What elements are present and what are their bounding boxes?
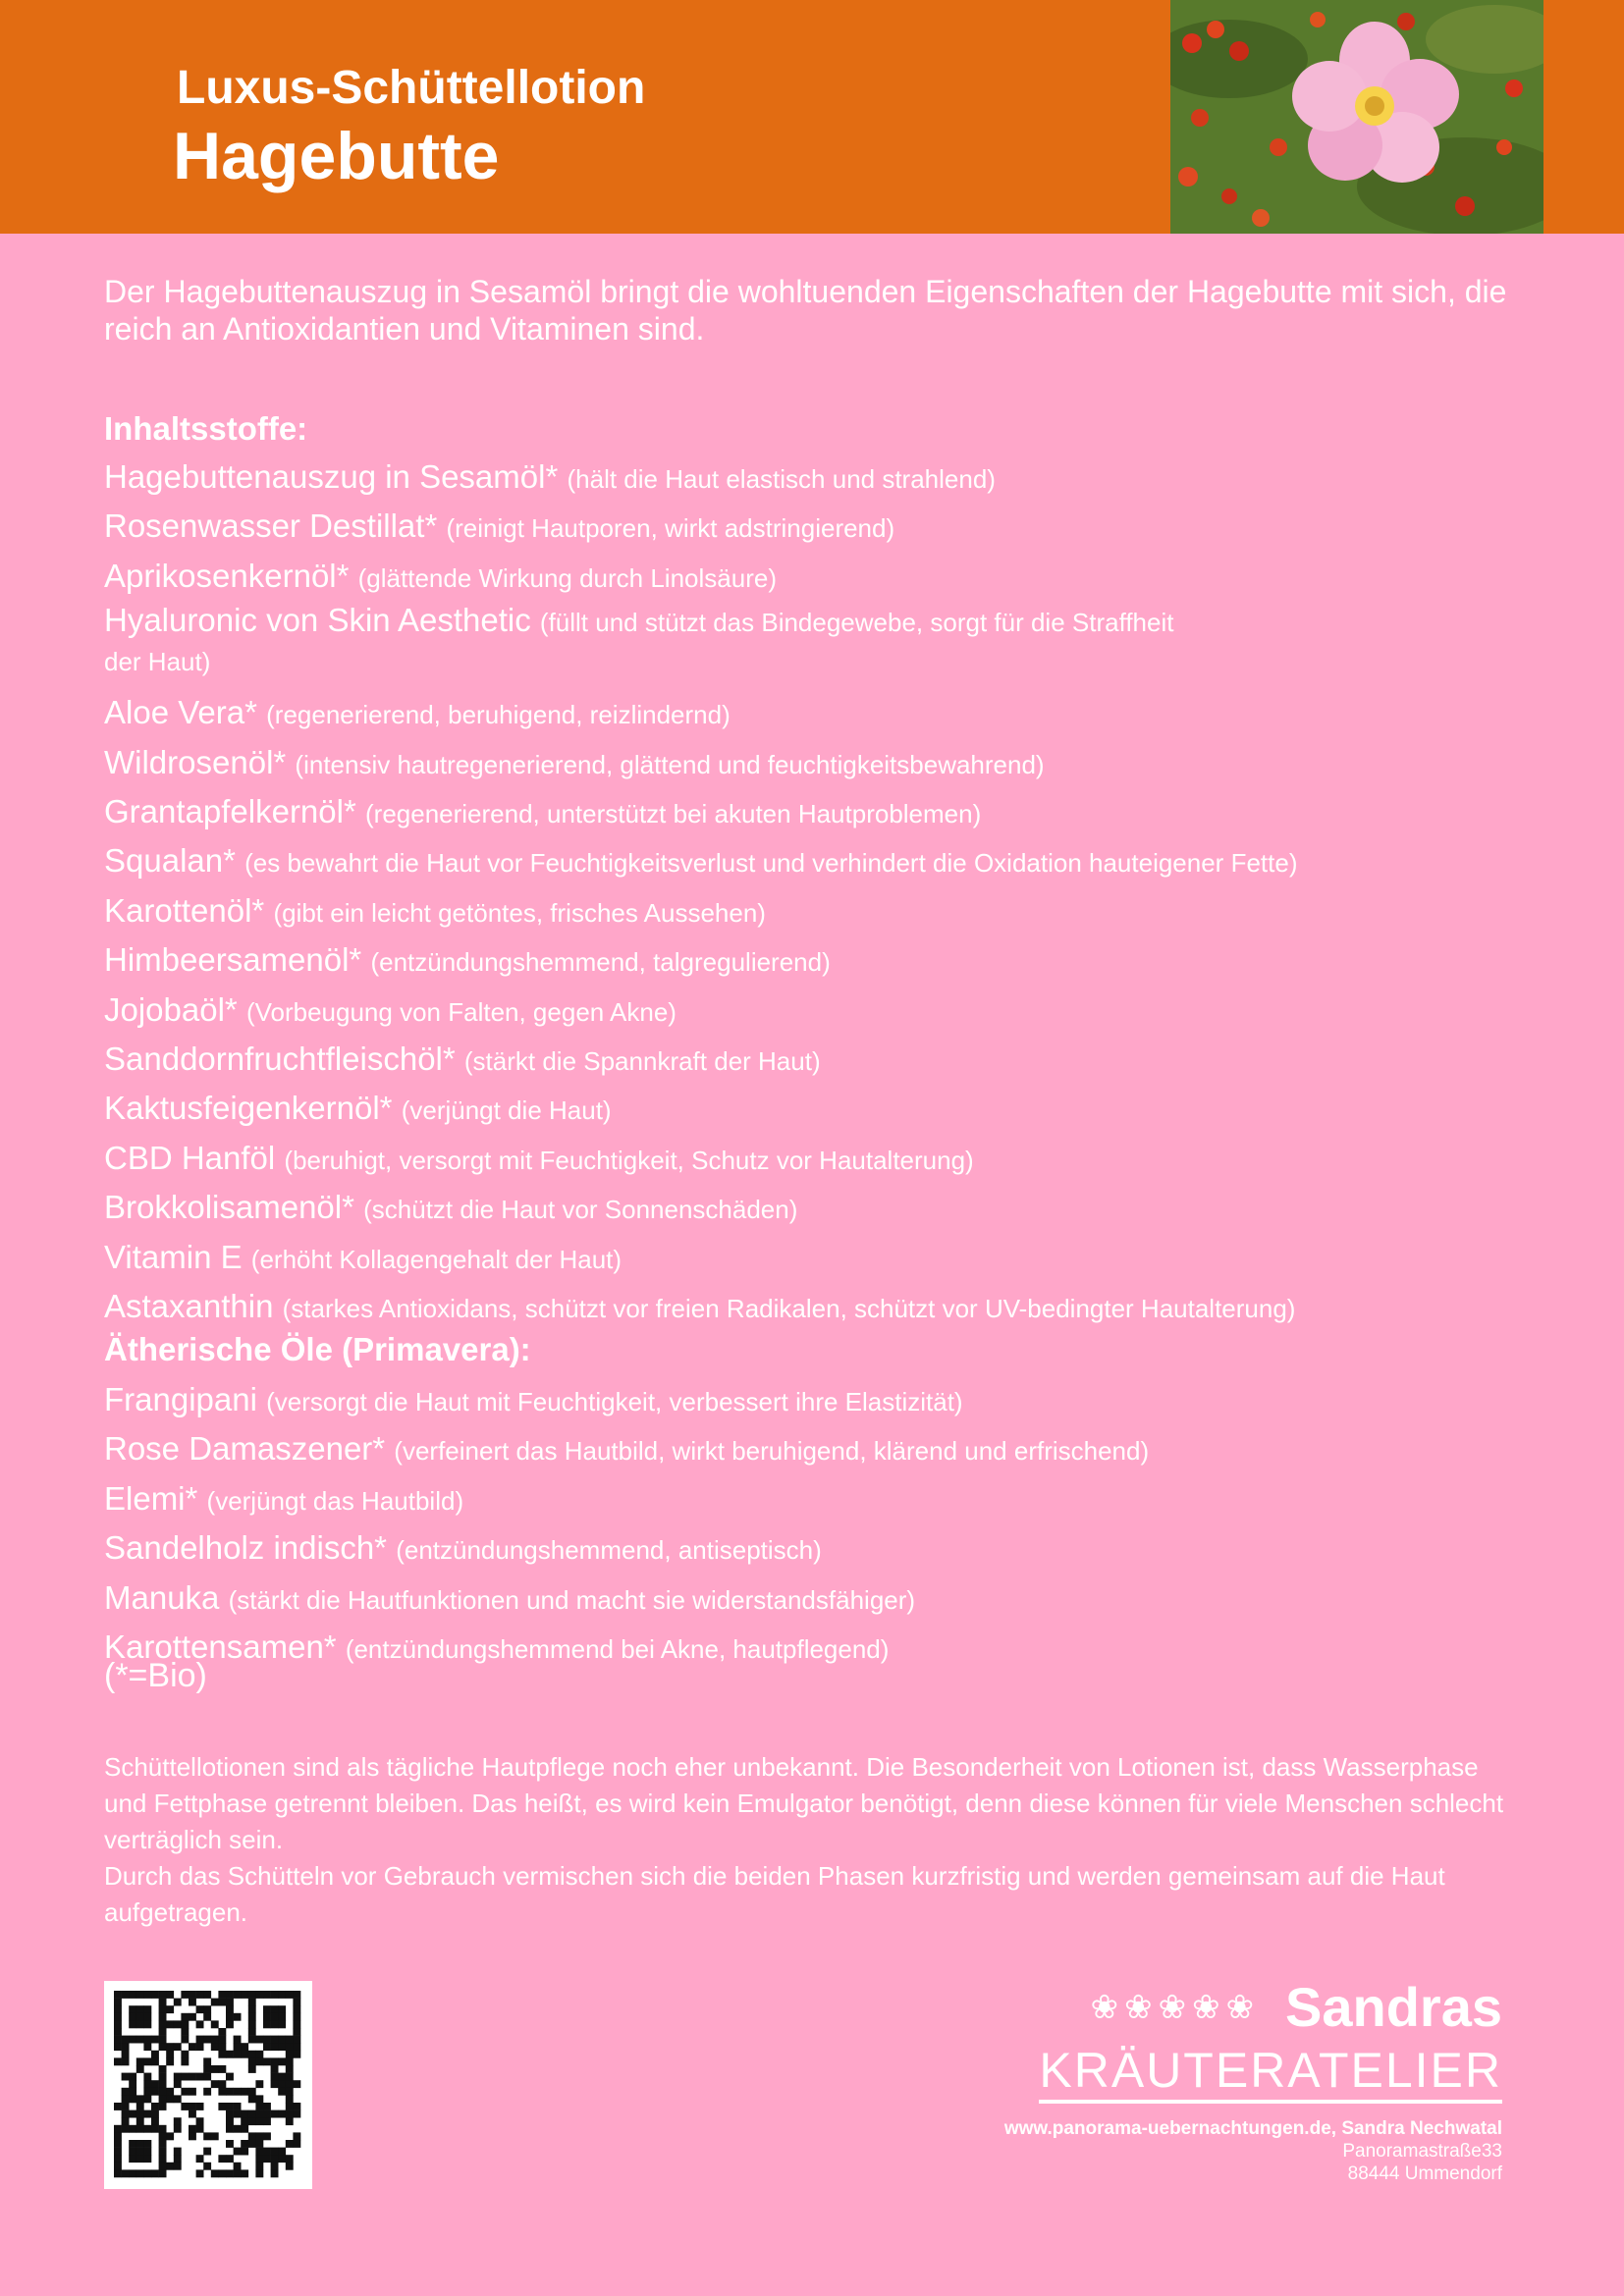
ingredient-name: Sanddornfruchtfleischöl* [104,1041,456,1078]
ingredient-item [104,837,1528,886]
ingredient-item [104,987,1528,1036]
ingredient-name: Grantapfelkernöl* [104,793,356,830]
ingredient-item [104,1575,1528,1624]
ingredient-name: Kaktusfeigenkernöl* [104,1090,393,1127]
header-band [0,0,1624,234]
contact-web[interactable]: www.panorama-uebernachtungen.de, Sandra Nechwatal [1003,2118,1502,2139]
ingredient-name: CBD Hanföl [104,1139,276,1176]
ingredient-description: (entzündungshemmend bei Akne, hautpflegend) [345,1634,890,1665]
ingredient-item [104,689,1528,738]
ingredient-item [104,1283,1528,1332]
ingredient-item [104,1624,1528,1673]
ingredients-heading: Inhaltsstoffe: [104,410,308,447]
ingredient-description: (starkes Antioxidans, schützt vor freien Radikalen, schützt vor UV-bedingter Hautalterung) [282,1294,1296,1324]
ingredient-description: (erhöht Kollagengehalt der Haut) [250,1244,623,1274]
note-paragraph: Durch das Schütteln vor Gebrauch vermischen sich die beiden Phasen kurzfristig und werden gemeinsam auf die Haut aufgetragen. [104,1861,1445,1927]
ingredient-description: (regenerierend, unterstützt bei akuten Hautproblemen) [365,799,982,829]
rosehip-flower-image [1170,0,1543,234]
ingredient-name: Astaxanthin [104,1288,274,1325]
ingredient-item [104,1425,1528,1474]
ingredient-description: (entzündungshemmend, talgregulierend) [370,947,831,978]
ingredient-description: (verjüngt die Haut) [401,1095,612,1126]
ingredient-description: (regenerierend, beruhigend, reizlindernd) [266,700,731,730]
ingredient-description: (beruhigt, versorgt mit Feuchtigkeit, Schutz vor Hautalterung) [284,1145,974,1175]
ingredient-description: (es bewahrt die Haut vor Feuchtigkeitsverlust und verhindert die Oxidation hauteigener Fette) [244,848,1298,879]
ingredient-name: Himbeersamenöl* [104,941,362,979]
ingredient-name: Vitamin E [104,1238,243,1275]
ingredient-name: Aloe Vera* [104,694,257,731]
ingredient-description: (stärkt die Hautfunktionen und macht sie widerstandsfähiger) [228,1584,916,1615]
brand-logo [1039,1975,1502,2104]
product-subtitle: Luxus-Schüttellotion [177,62,646,114]
oils-list [104,1376,1528,1673]
ingredient-description: (hält die Haut elastisch und strahlend) [567,464,996,494]
product-title: Hagebutte [173,119,500,193]
ingredient-item [104,936,1528,986]
contact-block [1004,2117,1502,2185]
ingredient-description: (intensiv hautregenerierend, glättend und feuchtigkeitsbewahrend) [295,749,1045,779]
ingredient-name: Aprikosenkernöl* [104,557,350,594]
flower-icons: ❀❀❀❀❀ [1090,1988,1260,2026]
ingredient-description: (stärkt die Spannkraft der Haut) [463,1046,821,1077]
ingredient-name: Sandelholz indisch* [104,1529,388,1567]
shake-lotion-note [104,1749,1528,1931]
ingredient-description: (versorgt die Haut mit Feuchtigkeit, verbessert ihre Elastizität) [266,1387,963,1416]
ingredient-name: Manuka [104,1578,220,1616]
ingredient-name: Squalan* [104,842,236,880]
brand-name-line2: KRÄUTERATELIER [1039,2043,1502,2104]
ingredient-name: Karottenöl* [104,891,265,929]
ingredient-name: Hyaluronic von Skin Aesthetic [104,602,531,639]
ingredient-item [104,503,1528,552]
intro-text: Der Hagebuttenauszug in Sesamöl bringt die wohltuenden Eigenschaften der Hagebutte mit sich, die reich an Antioxidantien und Vitaminen sind. [104,274,1507,347]
ingredient-name: Jojobaöl* [104,990,238,1028]
ingredient-item [104,1376,1528,1425]
ingredient-name: Rose Damaszener* [104,1430,386,1468]
ingredient-name: Brokkolisamenöl* [104,1189,354,1226]
ingredient-item [104,553,1528,602]
ingredient-item [104,1475,1528,1524]
ingredient-description: (verfeinert das Hautbild, wirkt beruhigend, klärend und erfrischend) [394,1436,1150,1467]
ingredient-item [104,788,1528,837]
rosehip-photo [1170,0,1543,234]
ingredient-name: Elemi* [104,1479,198,1517]
brand-name-line1: Sandras [1285,1976,1502,2038]
ingredient-item [104,602,1204,680]
oils-heading: Ätherische Öle (Primavera): [104,1331,531,1367]
ingredient-item [104,1184,1528,1233]
ingredient-description: (schützt die Haut vor Sonnenschäden) [363,1195,798,1225]
ingredient-name: Frangipani [104,1381,257,1417]
ingredient-description: (gibt ein leicht getöntes, frisches Aussehen) [273,897,766,928]
ingredient-name: Rosenwasser Destillat* [104,507,438,545]
bio-footnote: (*=Bio) [104,1657,207,1694]
ingredient-item [104,887,1528,936]
ingredient-description: (verjüngt das Hautbild) [206,1485,464,1516]
ingredient-item [104,1524,1528,1574]
ingredient-item [104,1036,1528,1085]
qr-code-image [104,1981,312,2189]
ingredient-item [104,1135,1528,1184]
qr-code[interactable] [104,1981,312,2189]
contact-street: Panoramastraße33 [1342,2141,1502,2162]
ingredient-description: (Vorbeugung von Falten, gegen Akne) [245,996,677,1027]
ingredient-name: Hagebuttenauszug in Sesamöl* [104,458,559,495]
ingredient-name: Wildrosenöl* [104,743,287,780]
ingredient-item [104,1085,1528,1134]
ingredient-item [104,1234,1528,1283]
ingredient-description: (reinigt Hautporen, wirkt adstringierend) [446,513,895,544]
ingredients-list [104,454,1528,1333]
ingredient-item [104,739,1528,788]
note-paragraph: Schüttellotionen sind als tägliche Hautpflege noch eher unbekannt. Die Besonderheit von Lotionen ist, dass Wasserphase und Fettphase getrennt bleiben. Das heißt, es wird kein Emulgator benötigt, denn diese können für viele Menschen schlecht verträglich sein. [104,1752,1504,1854]
contact-city: 88444 Ummendorf [1347,2163,1502,2184]
ingredient-description: (entzündungshemmend, antiseptisch) [396,1535,822,1566]
ingredient-description: (glättende Wirkung durch Linolsäure) [357,562,777,593]
ingredient-name: Karottensamen* [104,1629,337,1666]
ingredient-item [104,454,1528,503]
ingredient-description: (füllt und stützt das Bindegewebe, sorgt für die Straffheit der Haut) [104,608,1174,677]
